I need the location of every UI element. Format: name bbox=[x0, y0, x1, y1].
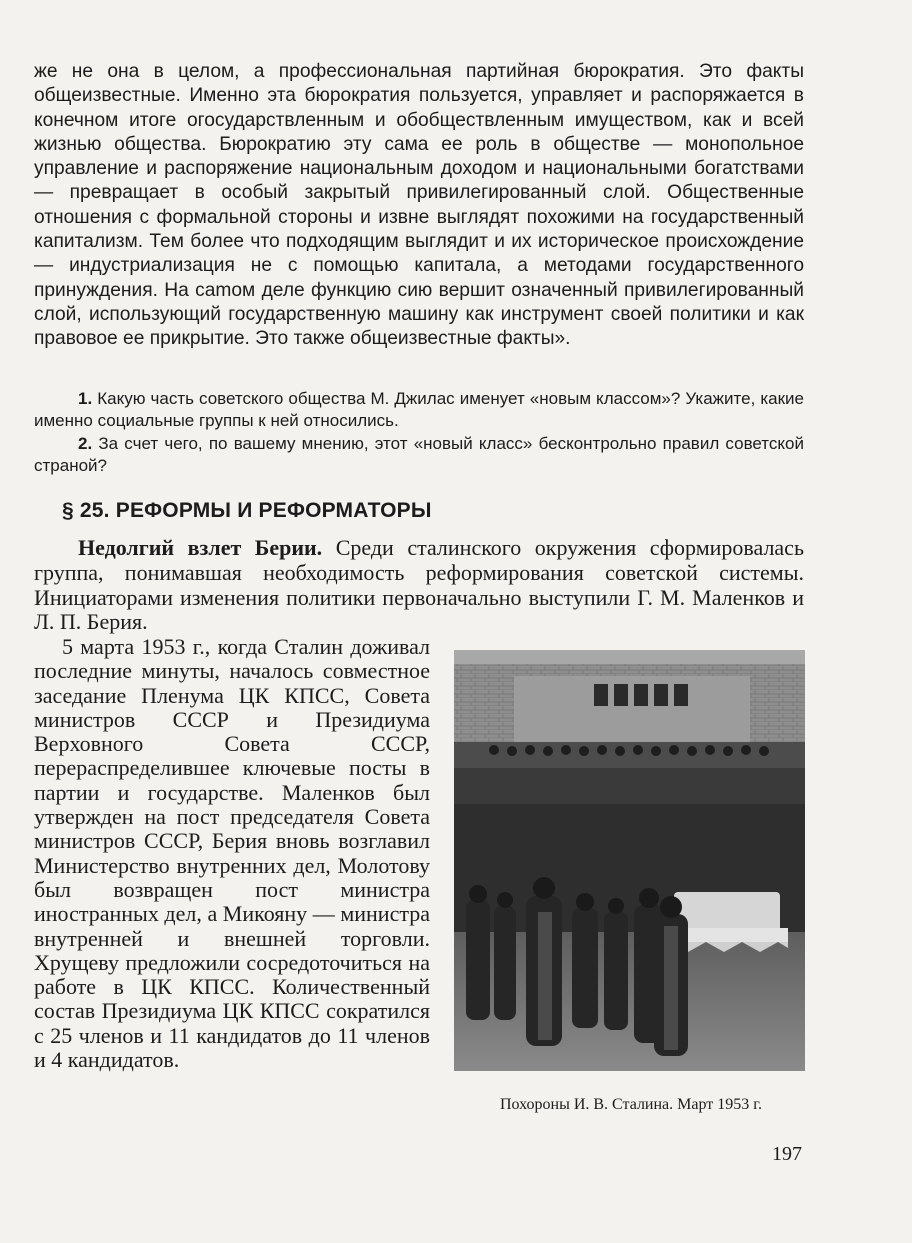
quote-paragraph: же не она в целом, а профессиональная партийная бюрократия. Это факты общеизвестные. Именно эта бюрократия пользуется, управляет и распоряжается в конечном итоге огосударствленным и обобществленным имуществом, как и всей жизнью общества. Бюрократию эту сама ее роль в обществе — монопольное управление и распоряжение национальным доходом и национальными богатствами — превращает в особый закрытый привилегированный слой. Общественные отношения с формальной стороны и извне выглядят похожими на государственный капитализм. Тем более что подходящим выглядит и их историческое происхождение — индустриализация не с помощью капитала, а методами государственного принуждения. На саmом деле функцию сию вершит означенный привилегированный слой, использующий государственную машину как инструмент своей политики и как правовое ее прикрытие. Это также общеизвестные факты». bbox=[34, 61, 804, 350]
subsection-heading: Недолгий взлет Берии. bbox=[78, 535, 323, 560]
question-number: 2. bbox=[78, 434, 93, 453]
page-number: 197 bbox=[772, 1143, 802, 1165]
photo-caption: Похороны И. В. Сталина. Март 1953 г. bbox=[499, 1096, 763, 1113]
body-main-paragraph: 5 марта 1953 г., когда Сталин доживал последние минуты, началось совместное заседание Пленума ЦК КПСС, Совета министров СССР и Президиума Верховного Совета СССР, перераспределившее ключевые посты в партии и государстве. Маленков был утвержден на пост председателя Совета министров СССР, Берия вновь возглавил Министерство внутренних дел, Молотову был возвращен пост министра иностранных дел, а Микояну — министра внутренней и внешней торговли. Хрущеву предложили сосредоточиться на работе в ЦК КПСС. Количественный состав Президиума ЦК КПСС сократился с 25 членов и 11 кандидатов до 11 членов и 4 кандидатов. bbox=[34, 634, 430, 1073]
body-intro-text: Среди сталинского окружения сформировалась группа, понимавшая необходимость реформирования советской системы. Инициаторами изменения политики первоначально выступили Г. М. Маленков и Л. П. Берия. bbox=[34, 535, 804, 635]
question-item bbox=[34, 388, 804, 431]
section-title: § 25. РЕФОРМЫ И РЕФОРМАТОРЫ bbox=[62, 499, 432, 522]
question-text: За счет чего, по вашему мнению, этот «новый класс» бесконтрольно правил советской страной? bbox=[34, 434, 804, 475]
funeral-photo bbox=[454, 650, 805, 1071]
question-item bbox=[34, 433, 804, 476]
question-number: 1. bbox=[78, 389, 93, 408]
question-text: Какую часть советского общества М. Джилас именует «новым классом»? Укажите, какие именно социальные группы к ней относились. bbox=[34, 389, 804, 430]
body-intro-paragraph bbox=[34, 536, 804, 635]
questions-block bbox=[34, 388, 804, 478]
